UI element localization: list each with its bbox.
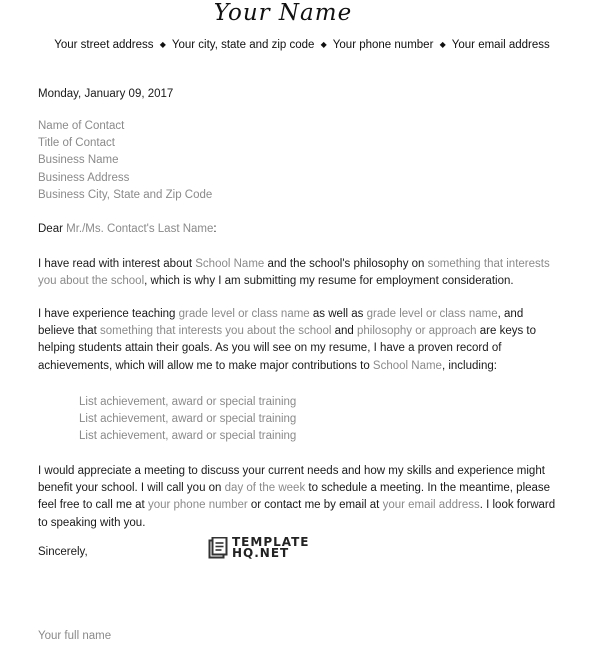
contact-line (0, 39, 600, 51)
list-item: List achievement, award or special training (79, 413, 297, 426)
placeholder-text: philosophy or approach (357, 325, 477, 338)
diamond-separator-icon: ◆ (439, 40, 446, 49)
list-item: List achievement, award or special training (79, 396, 297, 408)
recipient-city: Business City, State and Zip Code (38, 188, 213, 201)
salutation-name: Mr./Ms. Contact's Last Name (66, 223, 214, 235)
body-text: are keys to helping students attain their goals. As you will see on my resume, I have a proven record of achievements, which will allow me to make major contributions to (38, 325, 537, 372)
placeholder-text: something that interests you about the school (100, 325, 332, 338)
list-item: List achievement, award or special training (79, 430, 297, 443)
diamond-separator-icon: ◆ (159, 40, 166, 49)
placeholder-text: School Name (195, 258, 265, 270)
body-text: I would appreciate a meeting to discuss your current needs and how my skills and experience might benefit your school. I will call you on (38, 465, 545, 495)
body-text: . I look forward to speaking with you. (38, 499, 556, 529)
letter-date: Monday, January 09, 2017 (38, 88, 174, 100)
watermark-line2: HQ.NET (232, 546, 290, 560)
placeholder-text: grade level or class name (366, 308, 498, 320)
body-text: to schedule a meeting. In the meantime, please feel free to call me at (38, 482, 551, 512)
body-text: , and believe that (38, 308, 524, 338)
email-address: Your email address (451, 39, 550, 51)
watermark-logo (208, 537, 310, 559)
placeholder-text: School Name (372, 359, 442, 372)
recipient-name: Name of Contact (38, 120, 125, 132)
street-address: Your street address (54, 39, 154, 51)
closing: Sincerely, (38, 546, 88, 558)
document-icon (208, 537, 228, 559)
placeholder-text: something that interests you about the school (38, 258, 550, 288)
paragraph-3 (38, 463, 558, 532)
salutation: Dear Mr./Ms. Contact's Last Name: (38, 223, 217, 235)
paragraph-1 (38, 256, 558, 290)
body-text: , which is why I am submitting my resume for employment consideration. (144, 275, 514, 288)
recipient-title: Title of Contact (38, 137, 115, 150)
body-text: and (331, 325, 358, 338)
diamond-separator-icon: ◆ (320, 40, 327, 49)
phone-number: Your phone number (332, 39, 434, 51)
signature-name: Your full name (38, 630, 112, 642)
paragraph-2 (38, 306, 558, 375)
placeholder-text: grade level or class name (178, 308, 310, 320)
sender-name: Your Name (213, 0, 353, 26)
achievement-list (79, 394, 296, 446)
recipient-block (38, 118, 212, 204)
body-text: as well as (309, 308, 367, 320)
watermark-line1: TEMPLATE (232, 535, 310, 549)
body-text: I have experience teaching (38, 308, 179, 320)
recipient-address: Business Address (38, 171, 130, 184)
body-text: , including: (441, 359, 497, 372)
body-text: or contact me by email at (247, 499, 383, 512)
body-text: I have read with interest about (38, 258, 196, 270)
city-state-zip: Your city, state and zip code (171, 39, 315, 51)
recipient-business: Business Name (38, 154, 119, 167)
placeholder-text: day of the week (224, 482, 306, 495)
placeholder-text: your phone number (147, 499, 248, 512)
body-text: and the school's philosophy on (264, 258, 428, 270)
placeholder-text: your email address (382, 499, 480, 512)
